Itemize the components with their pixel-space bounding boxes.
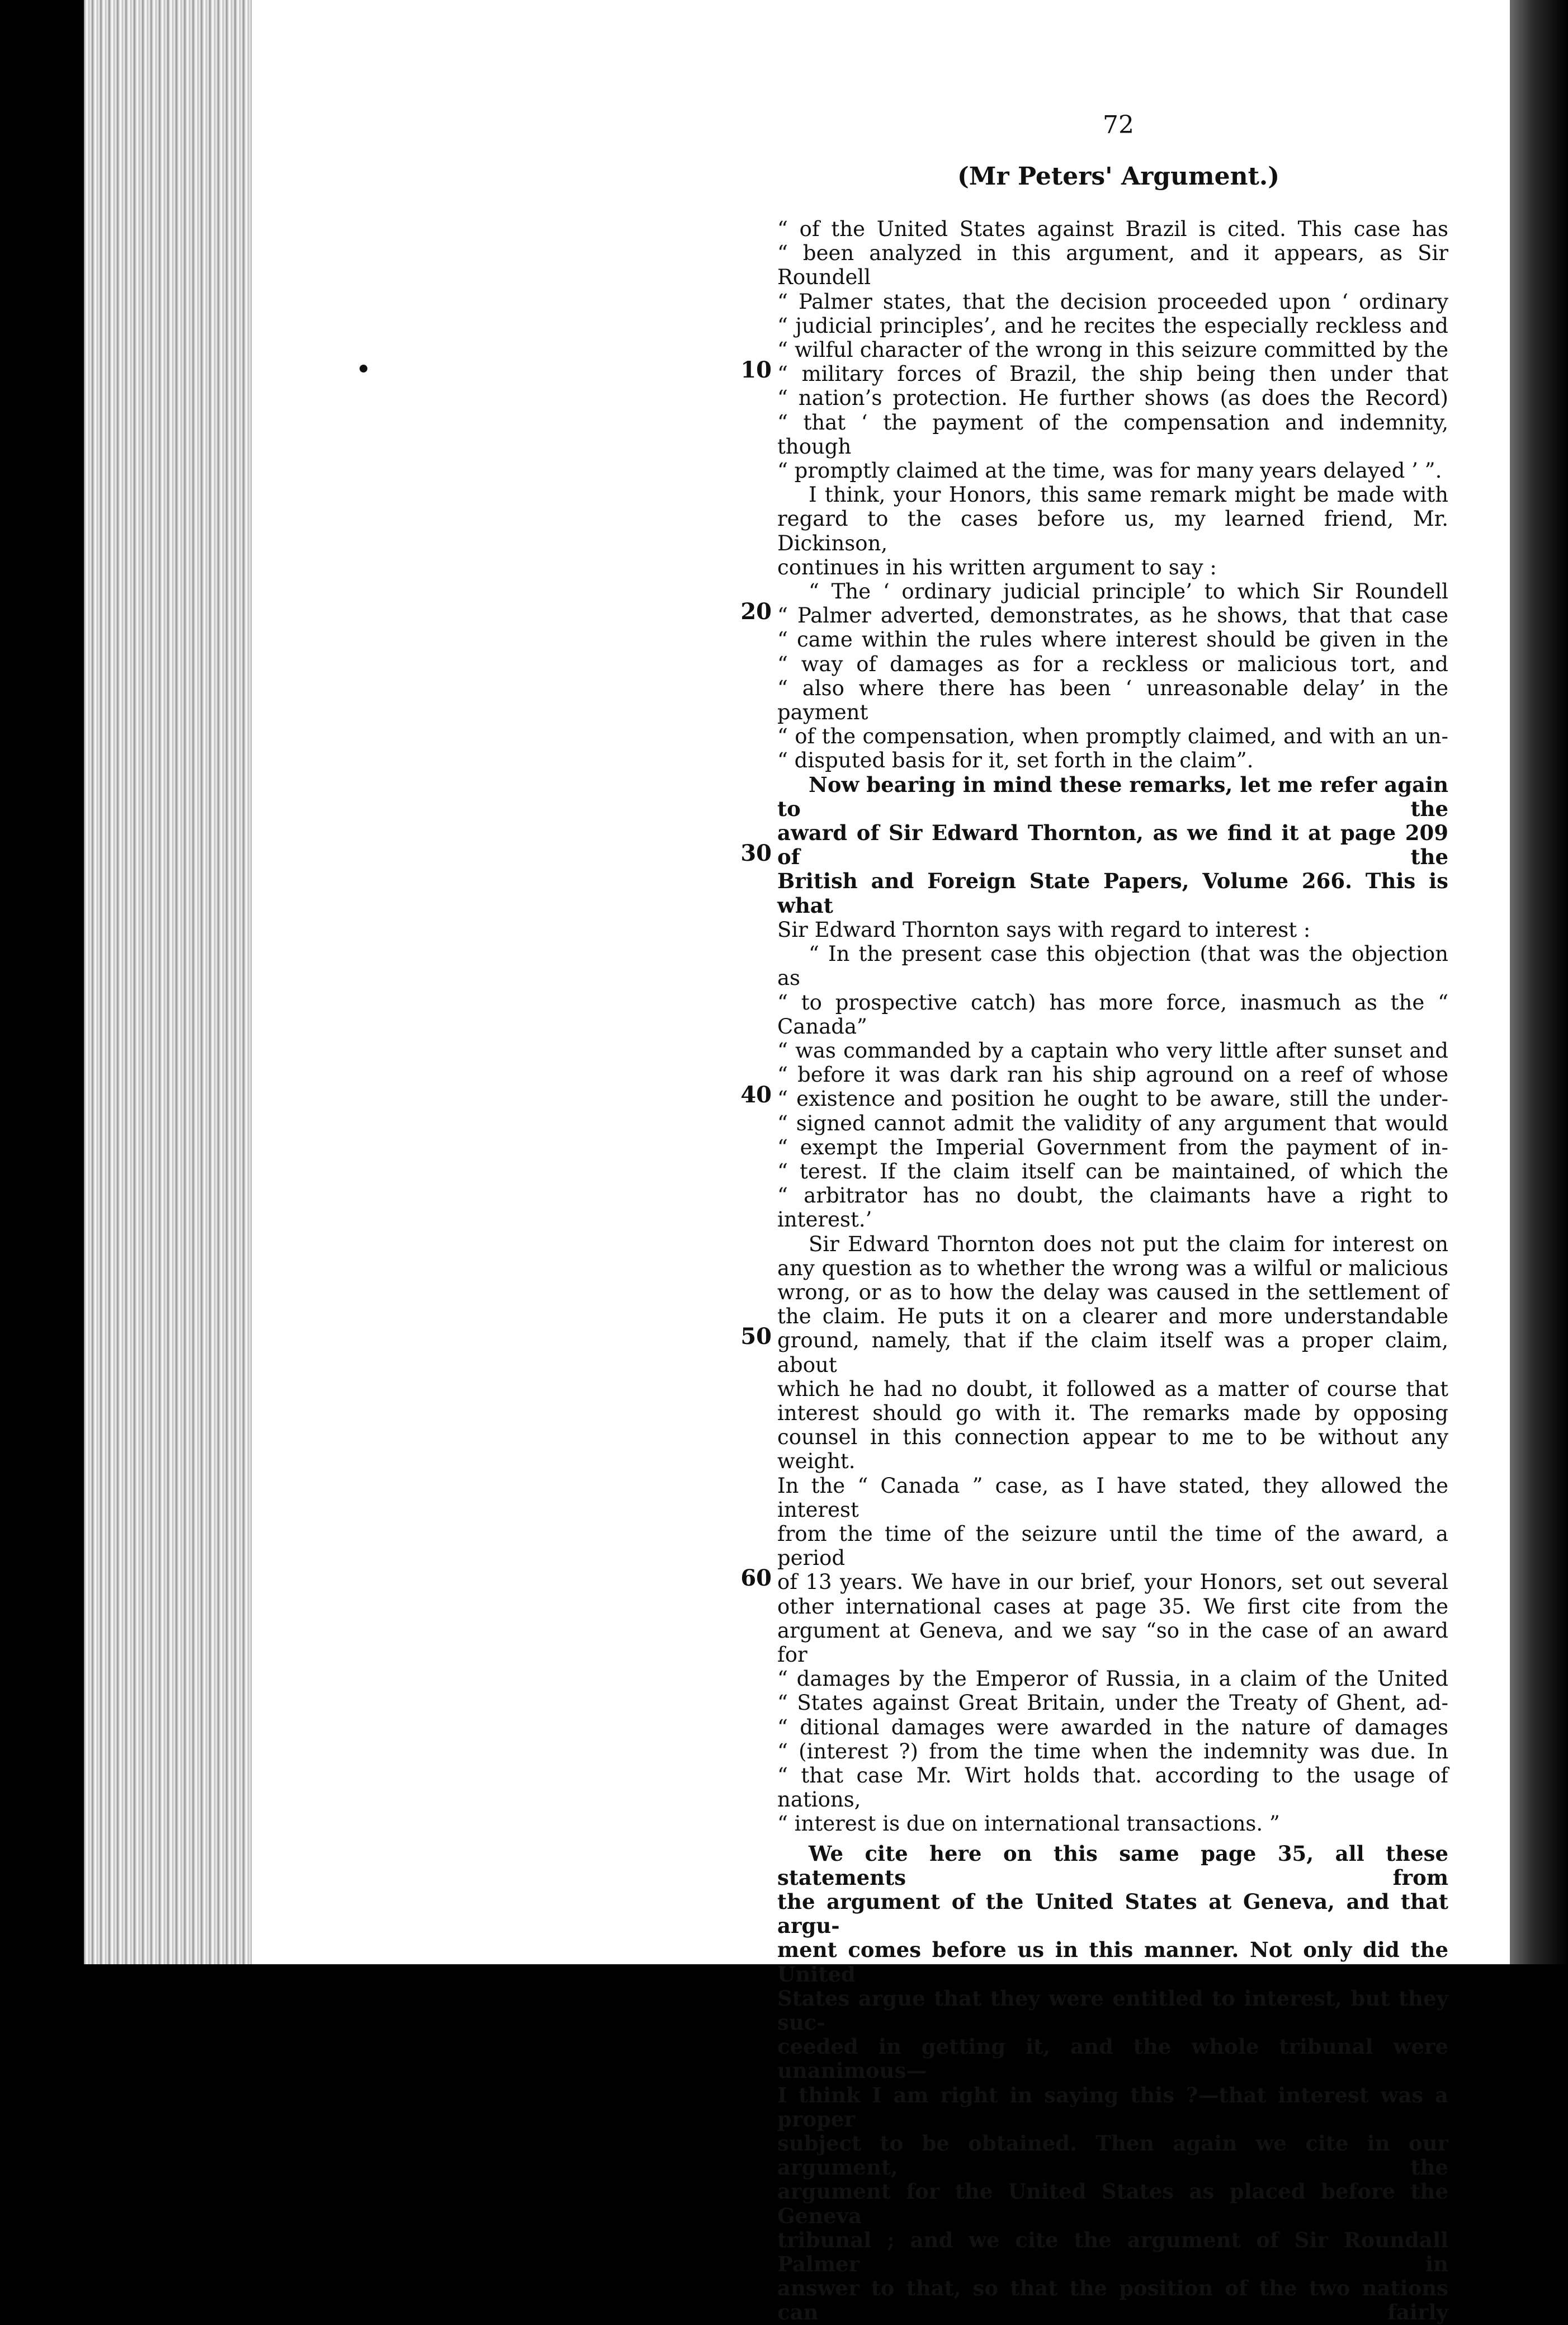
text-line: We cite here on this same page 35, all these statements from <box>777 1841 1448 1890</box>
spine-shadow <box>1510 0 1568 1964</box>
text-line: “ came within the rules where interest should be given in the <box>777 628 1448 652</box>
text-line: “ interest is due on international transactions. ” <box>777 1812 1280 1836</box>
ink-dot <box>360 365 367 372</box>
text-line: “ promptly claimed at the time, was for many years delayed ’ ”. <box>777 459 1442 483</box>
text-line: which he had no doubt, it followed as a matter of course that <box>777 1376 1448 1401</box>
text-line: any question as to whether the wrong was a wilful or malicious <box>777 1256 1448 1280</box>
text-line: “ before it was dark ran his ship aground on a reef of whose <box>777 1063 1448 1087</box>
text-line: “ exempt the Imperial Government from the payment of in- <box>777 1135 1448 1159</box>
text-line: “ of the compensation, when promptly claimed, and with an un- <box>777 724 1448 749</box>
text-line: Now bearing in mind these remarks, let me refer again to the <box>777 772 1448 821</box>
text-line: counsel in this connection appear to me to be without any weight. <box>777 1425 1448 1474</box>
text-line: British and Foreign State Papers, Volume 266. This is what <box>777 869 1448 918</box>
text-line: “ (interest ?) from the time when the indemnity was due. In <box>777 1739 1448 1763</box>
text-line: tribunal ; and we cite the argument of Sir Roundall Palmer in <box>777 2227 1448 2277</box>
running-head: (Mr Peters' Argument.) <box>957 162 1280 191</box>
text-line: “ Palmer adverted, demonstrates, as he shows, that that case <box>777 603 1448 628</box>
text-line: “ been analyzed in this argument, and it appears, as Sir Roundell <box>777 241 1448 290</box>
text-line: Sir Edward Thornton does not put the claim for interest on <box>809 1232 1448 1256</box>
text-line: “ was commanded by a captain who very little after sunset and <box>777 1038 1448 1063</box>
text-line: “ judicial principles’, and he recites the especially reckless and <box>777 313 1448 338</box>
text-line: “ damages by the Emperor of Russia, in a claim of the United <box>777 1667 1448 1691</box>
text-line: subject to be obtained. Then again we cite in our argument, the <box>777 2131 1448 2180</box>
text-line: ground, namely, that if the claim itself was a proper claim, about <box>777 1328 1448 1377</box>
text-line: “ existence and position he ought to be aware, still the under- <box>777 1087 1448 1111</box>
text-line: regard to the cases before us, my learned friend, Mr. Dickinson, <box>777 507 1448 555</box>
text-line: In the “ Canada ” case, as I have stated, they allowed the interest <box>777 1473 1448 1522</box>
text-line: continues in his written argument to say : <box>777 555 1217 579</box>
text-line: “ disputed basis for it, set forth in the claim”. <box>777 748 1254 773</box>
text-line: argument at Geneva, and we say “so in the case of an award for <box>777 1618 1448 1667</box>
text-line: “ that ‘ the payment of the compensation and indemnity, though <box>777 410 1448 459</box>
line-number: 60 <box>740 1565 772 1591</box>
text-line: “ ditional damages were awarded in the nature of damages <box>777 1715 1448 1739</box>
text-line: “ States against Great Britain, under the Treaty of Ghent, ad- <box>777 1691 1448 1715</box>
text-line: “ way of damages as for a reckless or malicious tort, and <box>777 652 1448 676</box>
text-line: “ The ‘ ordinary judicial principle’ to which Sir Roundell <box>809 579 1448 604</box>
text-line: other international cases at page 35. We first cite from the <box>777 1594 1448 1619</box>
text-line: “ of the United States against Brazil is cited. This case has <box>777 217 1448 241</box>
text-line: from the time of the seizure until the time of the award, a period <box>777 1521 1448 1571</box>
line-number: 40 <box>740 1082 772 1108</box>
text-line: argument for the United States as placed before the Geneva <box>777 2179 1448 2228</box>
body-text <box>777 217 1448 2325</box>
text-line: “ also where there has been ‘ unreasonable delay’ in the payment <box>777 676 1448 725</box>
text-line: “ to prospective catch) has more force, inasmuch as the “ Canada” <box>777 990 1448 1039</box>
text-line: Sir Edward Thornton says with regard to interest : <box>777 917 1311 942</box>
text-line: the claim. He puts it on a clearer and more understandable <box>777 1304 1448 1329</box>
page-number: 72 <box>1103 111 1134 139</box>
text-line: wrong, or as to how the delay was caused in the settlement of <box>777 1280 1448 1304</box>
text-line: “ In the present case this objection (that was the objection as <box>777 942 1448 991</box>
line-number: 20 <box>740 598 772 625</box>
text-line: “ military forces of Brazil, the ship being then under that <box>777 362 1448 386</box>
text-line: “ terest. If the claim itself can be maintained, of which the <box>777 1159 1448 1183</box>
text-line: “ Palmer states, that the decision proceeded upon ‘ ordinary <box>777 289 1448 314</box>
page-stack-edge <box>84 0 257 1964</box>
text-line: interest should go with it. The remarks made by opposing <box>777 1400 1448 1425</box>
text-line: the argument of the United States at Geneva, and that argu- <box>777 1889 1448 1939</box>
text-line: of 13 years. We have in our brief, your Honors, set out several <box>777 1570 1448 1595</box>
text-line: I think I am right in saying this ?—that interest was a proper <box>777 2082 1448 2131</box>
text-line: I think, your Honors, this same remark might be made with <box>809 483 1448 507</box>
text-line: “ nation’s protection. He further shows (as does the Record) <box>777 386 1448 411</box>
text-line: answer to that, so that the position of the two nations can fairly <box>777 2276 1448 2325</box>
line-number: 30 <box>740 840 772 866</box>
text-line: award of Sir Edward Thornton, as we find it at page 209 of the <box>777 820 1448 870</box>
text-line: “ arbitrator has no doubt, the claimants have a right to interest.’ <box>777 1183 1448 1232</box>
line-number: 10 <box>740 357 772 383</box>
text-line: States argue that they were entitled to interest, but they suc- <box>777 1986 1448 2035</box>
text-line: “ wilful character of the wrong in this seizure committed by the <box>777 338 1448 362</box>
text-line: “ that case Mr. Wirt holds that. according to the usage of nations, <box>777 1763 1448 1812</box>
line-number: 50 <box>740 1323 772 1350</box>
text-line: ment comes before us in this manner. Not only did the United <box>777 1937 1448 1987</box>
text-line: ceeded in getting it, and the whole tribunal were unanimous— <box>777 2034 1448 2083</box>
text-line: “ signed cannot admit the validity of any argument that would <box>777 1111 1448 1135</box>
